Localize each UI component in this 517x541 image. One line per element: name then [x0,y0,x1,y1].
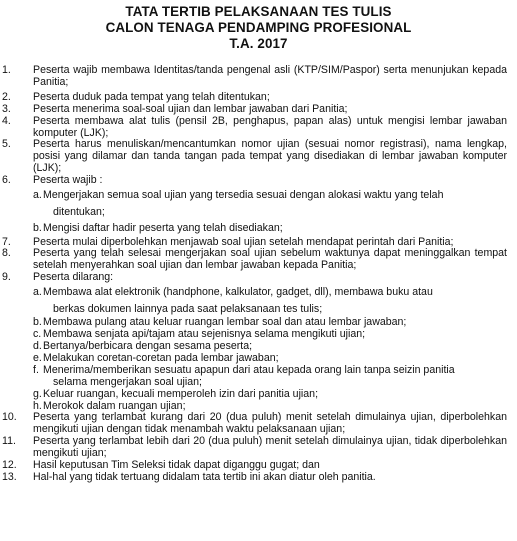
sub-item [33,220,507,237]
rule-text: Peserta harus menuliskan/mencantumkan nomor ujian (sesuai nomor registrasi), nama lengkap, posisi yang dilamar dan tanda tangan pada tempat yang disediakan di lembar jawaban komputer (LJK); [33,138,507,175]
rule-item-1 [0,65,517,89]
rule-number: 1. [2,64,11,76]
rule-text: Peserta yang telah selesai mengerjakan soal ujian sebelum waktunya dapat meninggalkan tempat setelah menyerahkan soal ujian dan lembar jawaban kepada Panitia; [33,247,507,272]
header-title-line-3: T.A. 2017 [229,36,288,51]
sub-item-marker: d. [33,340,42,352]
sub-item-text: Melakukan coretan-coretan pada lembar jawaban; [43,351,279,364]
sub-item-marker: b. [33,316,42,329]
rule-item-6 [0,175,517,236]
sub-item-marker: g. [33,387,42,400]
rule-item-4 [0,116,517,140]
rule-6-sublist [33,187,507,237]
sub-item-text: Merokok dalam ruangan ujian; [43,399,186,412]
rule-text: Peserta yang terlambat lebih dari 20 (dua puluh) menit setelah dimulainya ujian, tidak diperbolehkan mengikuti ujian; [33,435,507,460]
sub-item-marker: h. [33,399,42,412]
rule-number: 3. [2,102,11,115]
rule-text: Peserta menerima soal-soal ujian dan lembar jawaban dari Panitia; [33,102,348,115]
rules-list [0,65,517,484]
sub-item-marker: f. [33,363,39,376]
sub-item-text: Membawa senjata api/tajam atau sejenisnya selama mengikuti ujian; [43,328,366,341]
rule-number: 8. [2,247,11,260]
rule-number: 10. [2,411,17,424]
rule-number: 4. [2,114,11,127]
header-title-line-2: CALON TENAGA PENDAMPING PROFESIONAL [105,20,412,35]
document-header [0,0,517,65]
sub-item [33,187,507,220]
rule-item-8 [0,248,517,272]
rule-text: Hal-hal yang tidak tertuang didalam tata tertib ini akan diatur oleh panitia. [33,470,376,483]
header-title-line-1: TATA TERTIB PELAKSANAAN TES TULIS [125,4,392,19]
sub-item-text-cont: ditentukan; [53,205,105,218]
rule-item-5 [0,139,517,175]
rule-number: 2. [2,90,11,103]
rule-item-11 [0,436,517,460]
sub-item-text: Keluar ruangan, kecuali memperoleh izin dari panitia ujian; [43,387,319,400]
sub-item-text-cont: selama mengerjakan soal ujian; [53,375,202,388]
sub-item-text: Membawa alat elektronik (handphone, kalkulator, gadget, dll), membawa buku atau [43,286,433,299]
rule-text: Peserta wajib : [33,174,103,187]
rule-text: Hasil keputusan Tim Seleksi tidak dapat diganggu gugat; dan [33,459,320,472]
sub-item-text: Bertanya/berbicara dengan sesama peserta; [43,340,253,352]
rule-number: 13. [2,470,17,483]
rule-item-9 [0,272,517,412]
rule-item-10 [0,412,517,436]
sub-item-text: Membawa pulang atau keluar ruangan lembar soal dan atau lembar jawaban; [43,316,407,329]
rule-number: 6. [2,174,11,187]
rule-number: 9. [2,271,11,284]
rule-9-sublist [33,284,507,412]
rule-number: 5. [2,138,11,151]
sub-item-text: Mengerjakan semua soal ujian yang tersedia sesuai dengan alokasi waktu yang telah [43,189,444,202]
rule-number: 12. [2,459,17,472]
sub-item-marker: a. [33,286,42,299]
sub-item-text: Menerima/memberikan sesuatu apapun dari atau kepada orang lain tanpa seizin panitia [43,363,455,376]
sub-item [33,284,507,317]
rule-item-13 [0,472,517,484]
rule-number: 11. [2,435,16,448]
sub-item-text-cont: berkas dokumen lainnya pada saat pelaksanaan tes tulis; [53,302,323,315]
rule-text: Peserta mulai diperbolehkan menjawab soal ujian setelah mendapat perintah dari Panitia; [33,235,454,248]
rule-text: Peserta yang terlambat kurang dari 20 (dua puluh) menit setelah dimulainya ujian, diperbolehkan mengikuti ujian dengan tidak menambah waktu pelaksanaan ujian; [33,411,507,436]
sub-item-text: Mengisi daftar hadir peserta yang telah disediakan; [43,222,283,235]
sub-item-marker: c. [33,328,42,341]
sub-item-marker: b. [33,222,42,235]
rule-text: Peserta wajib membawa Identitas/tanda pengenal asli (KTP/SIM/Paspor) serta menunjukan kepada Panitia; [33,64,507,88]
rule-number: 7. [2,235,11,248]
rule-text: Peserta dilarang: [33,271,114,284]
sub-item-marker: a. [33,189,42,202]
rule-text: Peserta duduk pada tempat yang telah ditentukan; [33,90,270,103]
sub-item [33,365,507,389]
sub-item-marker: e. [33,351,42,364]
rule-text: Peserta membawa alat tulis (pensil 2B, penghapus, papan alas) untuk mengisi lembar jawaban komputer (LJK); [33,114,507,139]
